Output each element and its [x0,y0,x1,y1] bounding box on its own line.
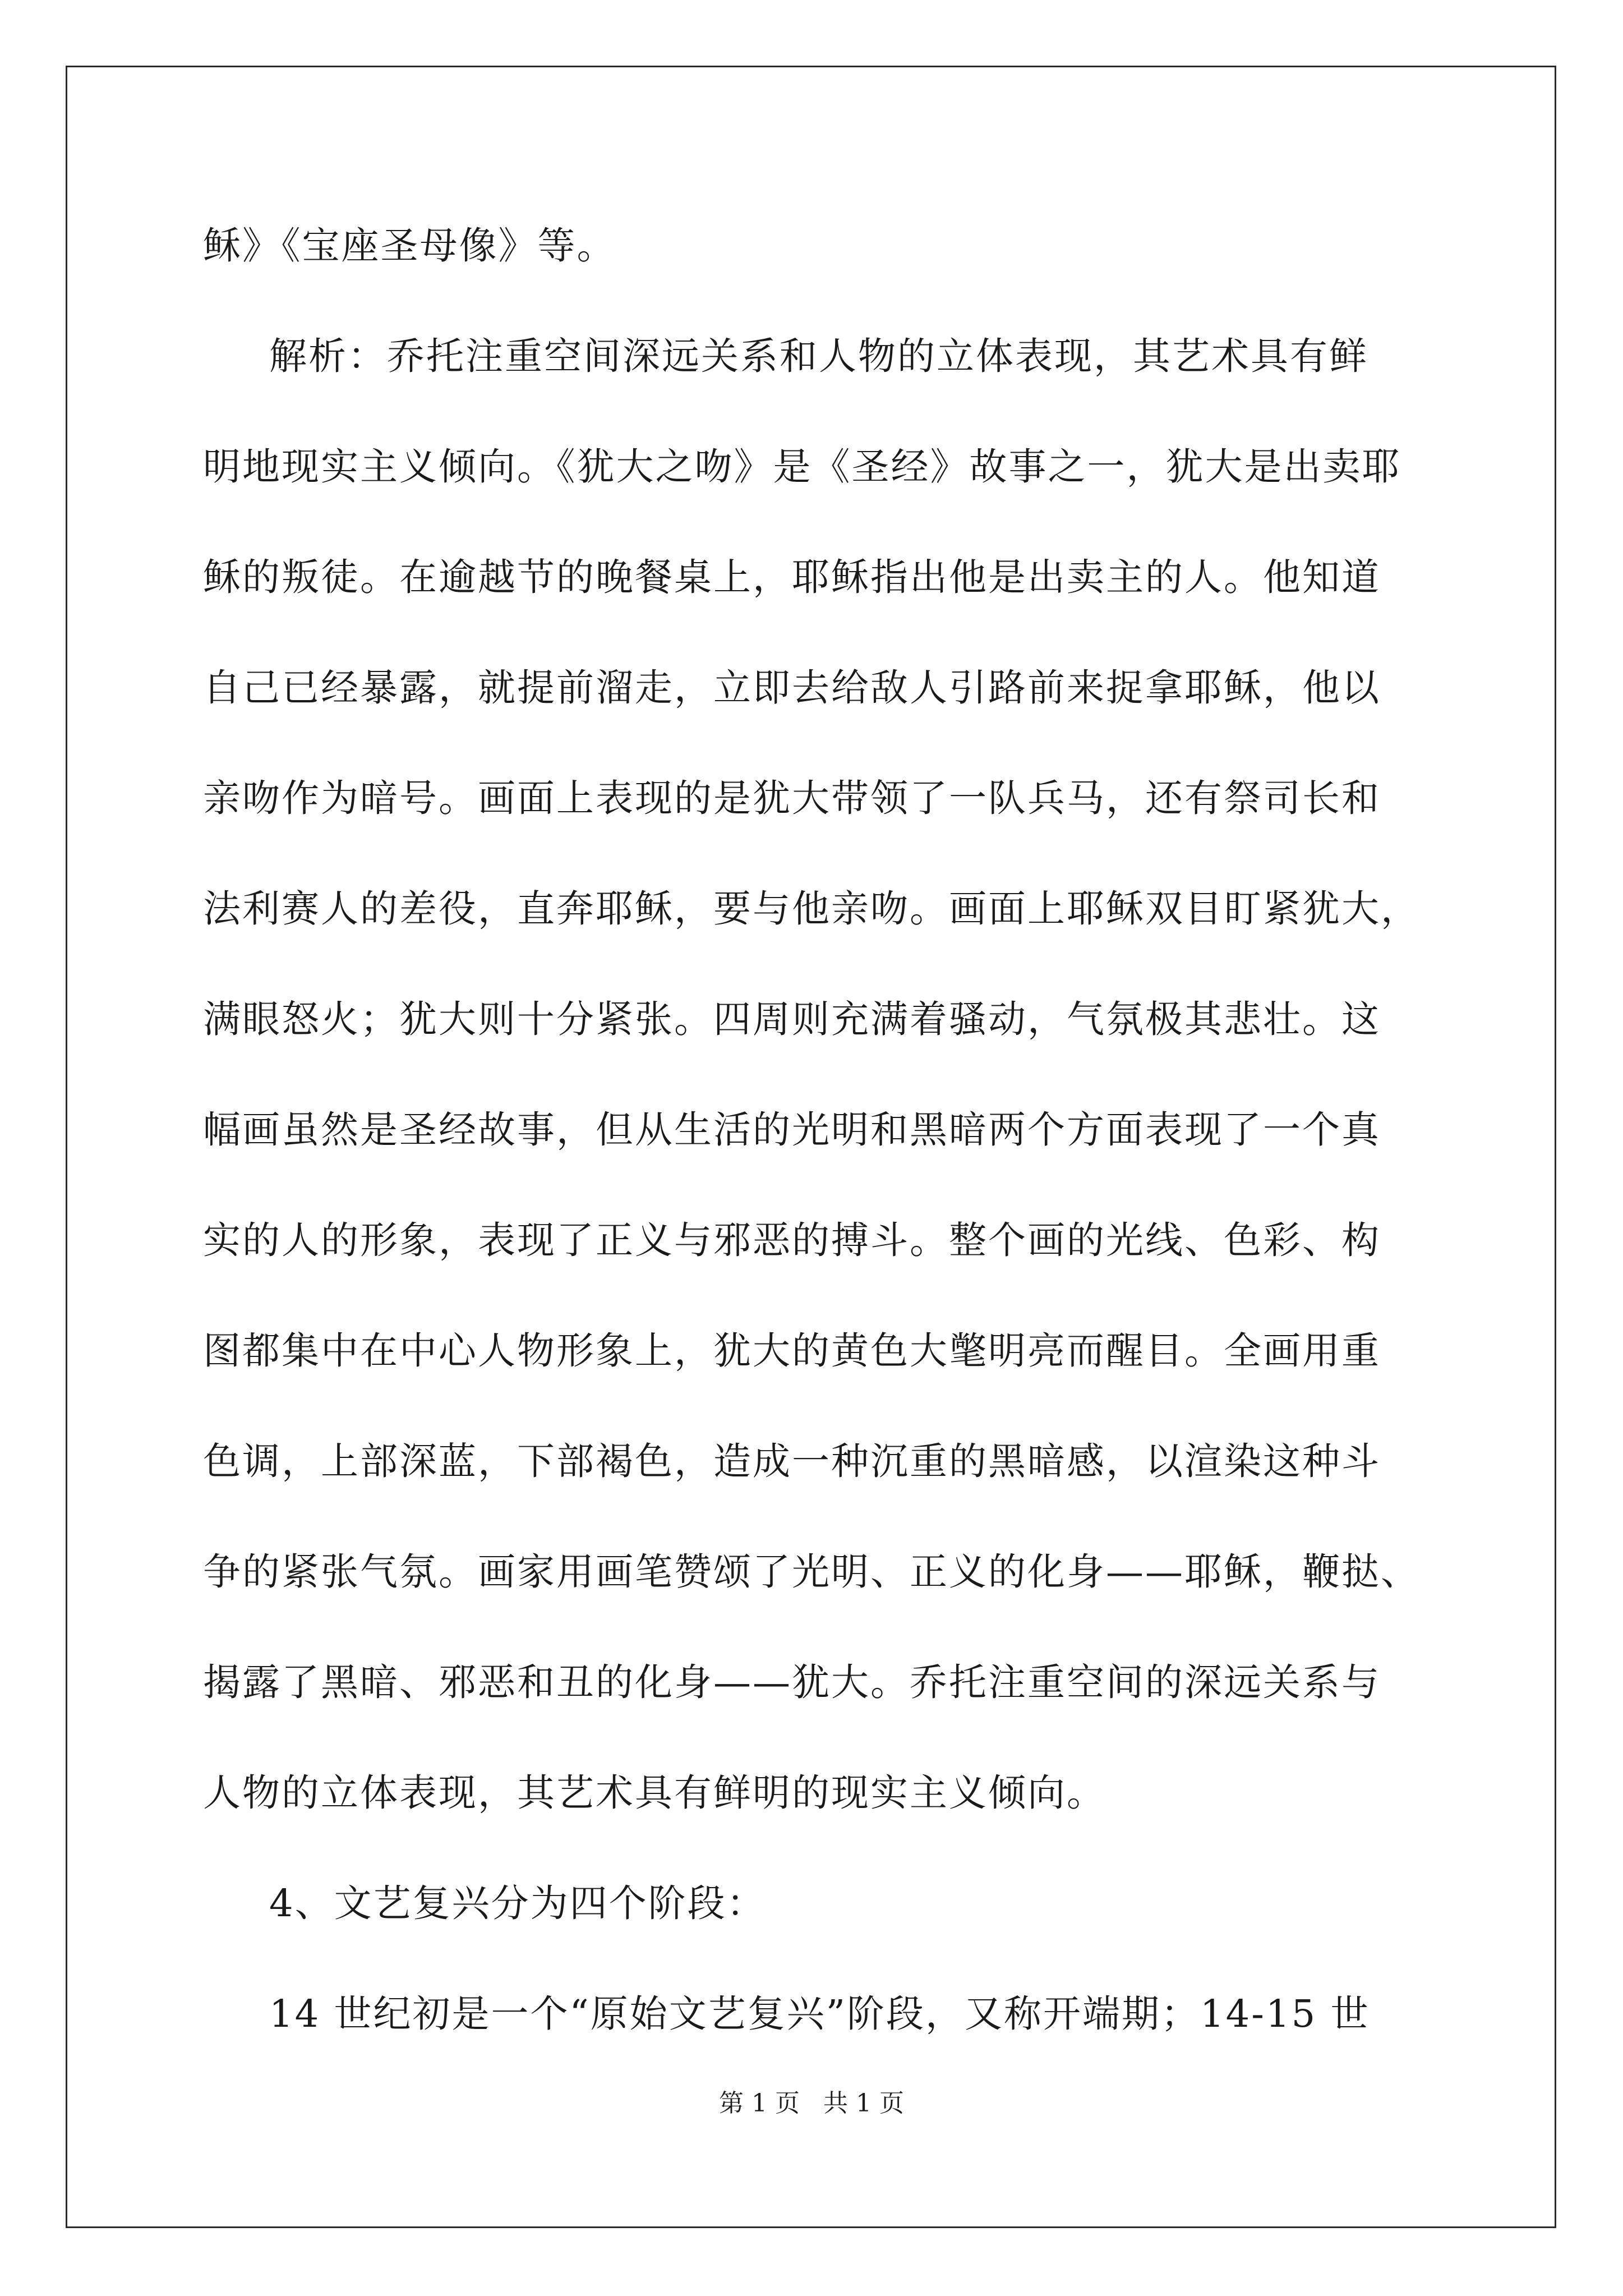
paragraph-first-line: 14 世纪初是一个“原始文艺复兴”阶段，又称开端期；14-15 世 [269,1992,1370,2036]
text-line: 自己已经暴露，就提前溜走，立即去给敌人引路前来捉拿耶稣，他以 [203,666,1381,710]
text-line: 实的人的形象，表现了正义与邪恶的搏斗。整个画的光线、色彩、构 [203,1218,1381,1262]
text-line: 揭露了黑暗、邪恶和丑的化身——犹大。乔托注重空间的深远关系与 [203,1660,1381,1704]
text-line: 亲吻作为暗号。画面上表现的是犹大带领了一队兵马，还有祭司长和 [203,776,1381,820]
text-line: 色调，上部深蓝，下部褐色，造成一种沉重的黑暗感，以渲染这种斗 [203,1439,1381,1483]
text-line: 图都集中在中心人物形象上，犹大的黄色大氅明亮而醒目。全画用重 [203,1329,1381,1373]
text-line: 法利赛人的差役，直奔耶稣，要与他亲吻。画面上耶稣双目盯紧犹大， [203,887,1420,931]
text-line: 争的紧张气氛。画家用画笔赞颂了光明、正义的化身——耶稣，鞭挞、 [203,1550,1420,1594]
text-line: 稣的叛徒。在逾越节的晚餐桌上，耶稣指出他是出卖主的人。他知道 [203,555,1381,599]
page-footer: 第 1 页 共 1 页 [719,2089,904,2118]
text-line: 满眼怒火；犹大则十分紧张。四周则充满着骚动，气氛极其悲壮。这 [203,997,1381,1041]
section-heading: 4、文艺复兴分为四个阶段： [269,1881,766,1925]
text-line: 幅画虽然是圣经故事，但从生活的光明和黑暗两个方面表现了一个真 [203,1108,1381,1152]
text-line: 人物的立体表现，其艺术具有鲜明的现实主义倾向。 [203,1771,1106,1815]
text-line: 明地现实主义倾向。《犹大之吻》是《圣经》故事之一，犹大是出卖耶 [203,445,1401,489]
paragraph-first-line: 解析：乔托注重空间深远关系和人物的立体表现，其艺术具有鲜 [269,334,1368,378]
text-line: 稣》《宝座圣母像》等。 [203,224,616,268]
